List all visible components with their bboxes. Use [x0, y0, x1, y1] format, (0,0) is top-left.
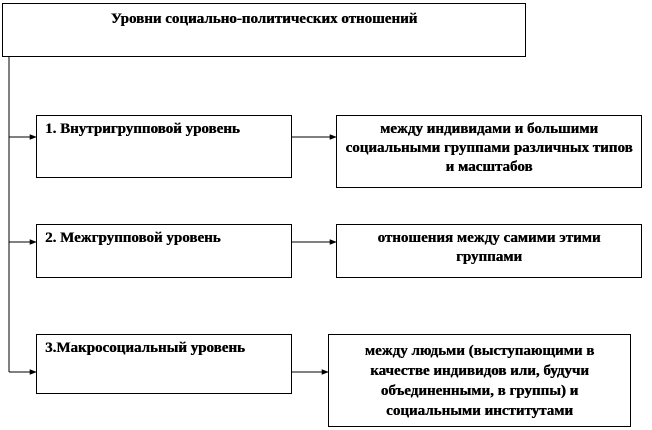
level-name-1: 1. Внутригрупповой уровень [45, 121, 240, 137]
level-description-2: отношения между самими этими группами [377, 230, 601, 265]
description-box-1 [336, 115, 642, 188]
level-description-1: между индивидами и большими социальными группами различных типов и масштабов [345, 121, 633, 175]
description-box-2 [336, 224, 642, 278]
level-box-2 [36, 224, 292, 278]
level-box-3 [36, 334, 292, 394]
level-name-2: 2. Межгрупповой уровень [45, 230, 221, 246]
level-description-3: между людьми (выступающими в качестве индивидов или, будучи объединенными, в группы) и социальными институтами [364, 343, 595, 419]
title-box [2, 3, 526, 57]
diagram-title: Уровни социально-политических отношений [110, 11, 418, 27]
level-box-1 [36, 115, 292, 178]
description-box-3 [328, 334, 631, 427]
level-name-3: 3.Макросоциальный уровень [45, 340, 245, 356]
